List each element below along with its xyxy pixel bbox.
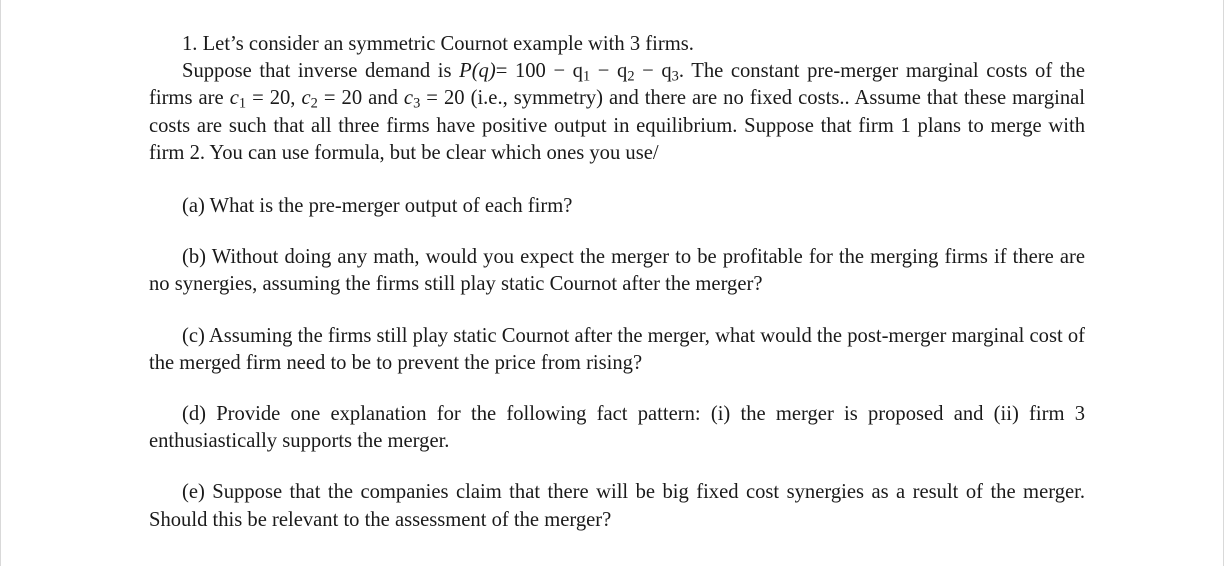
- demand-function-rhs: = 100 − q: [495, 60, 583, 83]
- demand-function-label: P(q): [459, 60, 496, 83]
- problem-heading: 1. Let’s consider an symmetric Cournot example with 3 firms.: [182, 33, 694, 55]
- cost-c1-value: = 20,: [246, 87, 302, 110]
- demand-sub-q1: 1: [582, 68, 591, 85]
- demand-sub-q3: 3: [671, 68, 679, 85]
- problem-statement: [149, 58, 1085, 167]
- cost-c2-sub: 2: [310, 96, 318, 112]
- cost-c3-sub: 3: [413, 96, 421, 112]
- question-b: (b) Without doing any math, would you expect the merger to be profitable for the merging firms if there are no synergies, assuming the firms still play static Cournot after the merger?: [149, 246, 1085, 296]
- intro-post-text: (i.e., symmetry) and there are no fixed costs.. Assume that these marginal costs are such that all three firms have positive output in equilibrium. Suppose that firm 1 plans to merge with firm 2. You can use formula, but be clear which ones you use/: [149, 87, 1085, 164]
- cost-c1-sub: 1: [238, 96, 247, 112]
- cost-c3-symbol: c: [403, 87, 414, 110]
- question-e: (e) Suppose that the companies claim that there will be big fixed cost synergies as a result of the merger. Should this be relevant to the assessment of the merger?: [149, 481, 1085, 531]
- cost-c1-symbol: c: [229, 87, 239, 110]
- question-d: (d) Provide one explanation for the following fact pattern: (i) the merger is proposed and (ii) firm 3 enthusiastically supports the merger.: [149, 403, 1085, 453]
- cost-c3-value: = 20: [420, 87, 465, 110]
- intro-pre-text: Suppose that inverse demand is: [182, 60, 460, 83]
- question-a: (a) What is the pre-merger output of each firm?: [182, 195, 573, 218]
- cost-c2-value: = 20 and: [317, 87, 404, 110]
- problem-content: [149, 31, 1085, 534]
- demand-minus-q3: − q: [634, 60, 672, 83]
- cost-c2-symbol: c: [301, 87, 311, 110]
- question-c: (c) Assuming the firms still play static Cournot after the merger, what would the post-merger marginal cost of the merged firm need to be to prevent the price from rising?: [149, 324, 1085, 374]
- demand-minus-q2: − q: [590, 60, 628, 83]
- demand-sub-q2: 2: [627, 68, 635, 85]
- intro-mid-text: . The constant pre-merger marginal costs of the firms are: [149, 60, 1085, 110]
